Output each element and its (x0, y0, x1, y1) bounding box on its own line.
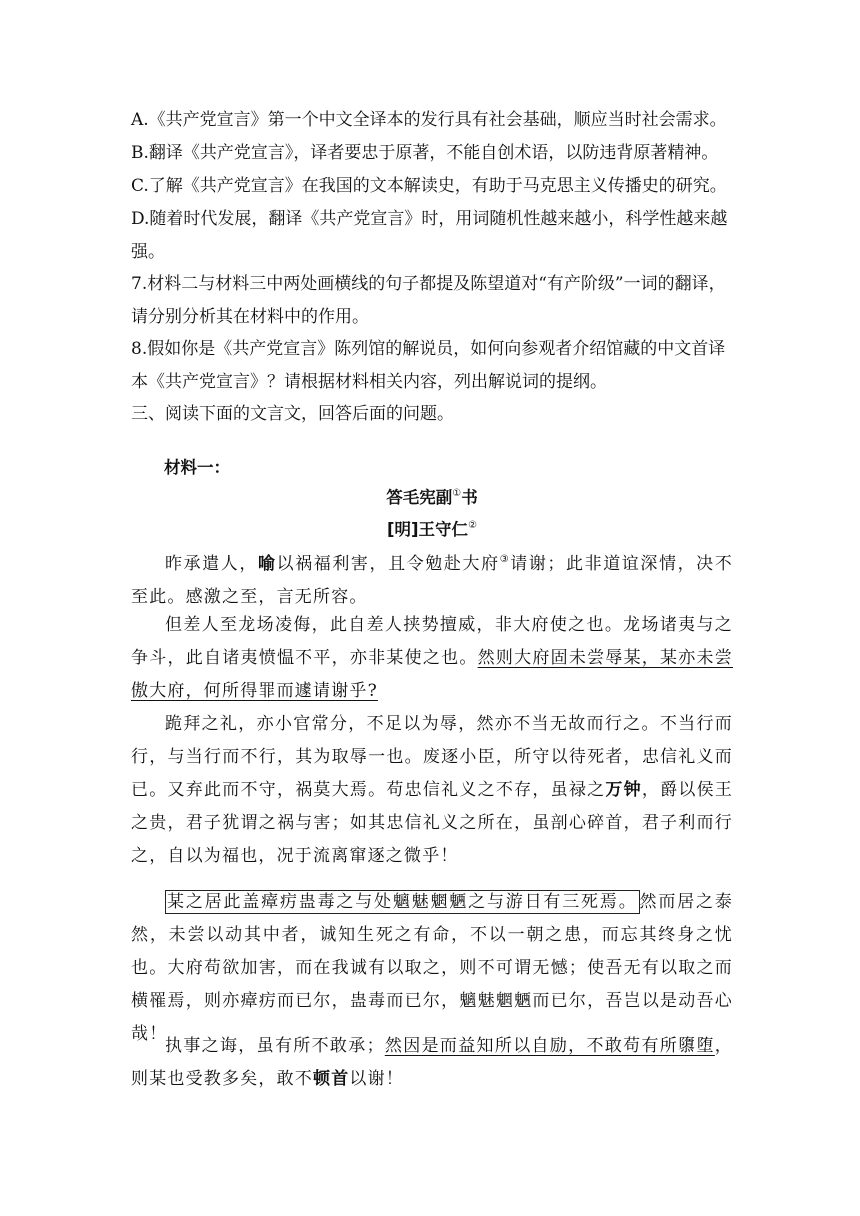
question-7: 7.材料二与材料三中两处画横线的句子都提及陈望道对“有产阶级”一词的翻译，请分别分析其在材料中的作用。 (131, 274, 726, 327)
option-d: D.随着时代发展，翻译《共产党宣言》时，用词随机性越来越小，科学性越来越强。 (131, 209, 728, 262)
paragraph-4: 某之居此盖瘴疠蛊毒之与处魑魅魍魉之与游日有三死焉。 然而居之泰然，未尝以动其中者，诚知生死之有命，不以一朝之患，而忘其终身之忧也。大府苟欲加害，而在我诚有以取之，则不可谓无憾；使吾无有以取之而横罹焉，则亦瘴疠而已尔，蛊毒而已尔，魑魅魍魉而已尔，吾岂以是动吾心哉！ (131, 892, 734, 1044)
question-8: 8.假如你是《共产党宣言》陈列馆的解说员，如何向参观者介绍馆藏的中文首译本《共产党宣言》？请根据材料相关内容，列出解说词的提纲。 (131, 339, 726, 392)
underlined-sentence: 然因是而益知所以自励，不敢苟有所隳堕 (384, 1036, 715, 1056)
title-footnote-mark: ① (452, 488, 462, 499)
boxed-sentence: 某之居此盖瘴疠蛊毒之与处魑魅魍魉之与游日有三死焉。 (167, 892, 638, 912)
passage-author: [明]王守仁② (386, 520, 478, 539)
author-footnote-mark: ② (468, 520, 478, 531)
footnote-mark: ③ (499, 554, 511, 565)
paragraph-2: 但差人至龙场凌侮，此自差人挟势擅威，非大府使之也。龙场诸夷与之争斗，此自诸夷愤愠不平，亦非某使之也。然则大府固未尝辱某，某亦未尝傲大府，何所得罪而遽请谢乎? (131, 615, 733, 701)
passage-title: 答毛宪副①书 (386, 488, 478, 507)
paragraph-3: 跪拜之礼，亦小官常分，不足以为辱，然亦不当无故而行之。不当行而行，与当行而不行，其为取辱一也。废逐小臣，所守以待死者，忠信礼义而已。又弃此而不守，祸莫大焉。苟忠信礼义之不存，虽禄之万钟，爵以侯王之贵，君子犹谓之祸与害；如其忠信礼义之所在，虽剖心碎首，君子利而行之，自以为福也，况于流离窜逐之微乎！ (131, 714, 734, 866)
material-label: 材料一： (164, 458, 230, 477)
section-3-heading: 三、阅读下面的文言文，回答后面的问题。 (131, 404, 454, 424)
paragraph-5: 执事之诲，虽有所不敢承；然因是而益知所以自励，不敢苟有所隳堕，则某也受教多矣，敢不顿首以谢！ (131, 1036, 733, 1089)
option-a: A.《共产党宣言》第一个中文全译本的发行具有社会基础，顺应当时社会需求。 (131, 110, 727, 130)
paragraph-1: 昨承遣人，喻以祸福利害，且令勉赴大府③请谢；此非道谊深情，决不至此。感激之至，言无所容。 (131, 554, 733, 607)
bold-term: 喻 (257, 554, 277, 574)
option-b: B.翻译《共产党宣言》，译者要忠于原著，不能自创术语，以防违背原著精神。 (131, 143, 719, 163)
bold-term: 顿首 (313, 1069, 350, 1089)
bold-term: 万钟 (605, 780, 642, 800)
underlined-sentence: 然则大府固未尝辱某，某亦未尝傲大府，何所得罪而遽请谢乎? (131, 648, 733, 701)
option-c: C.了解《共产党宣言》在我国的文本解读史，有助于马克思主义传播史的研究。 (131, 176, 727, 196)
